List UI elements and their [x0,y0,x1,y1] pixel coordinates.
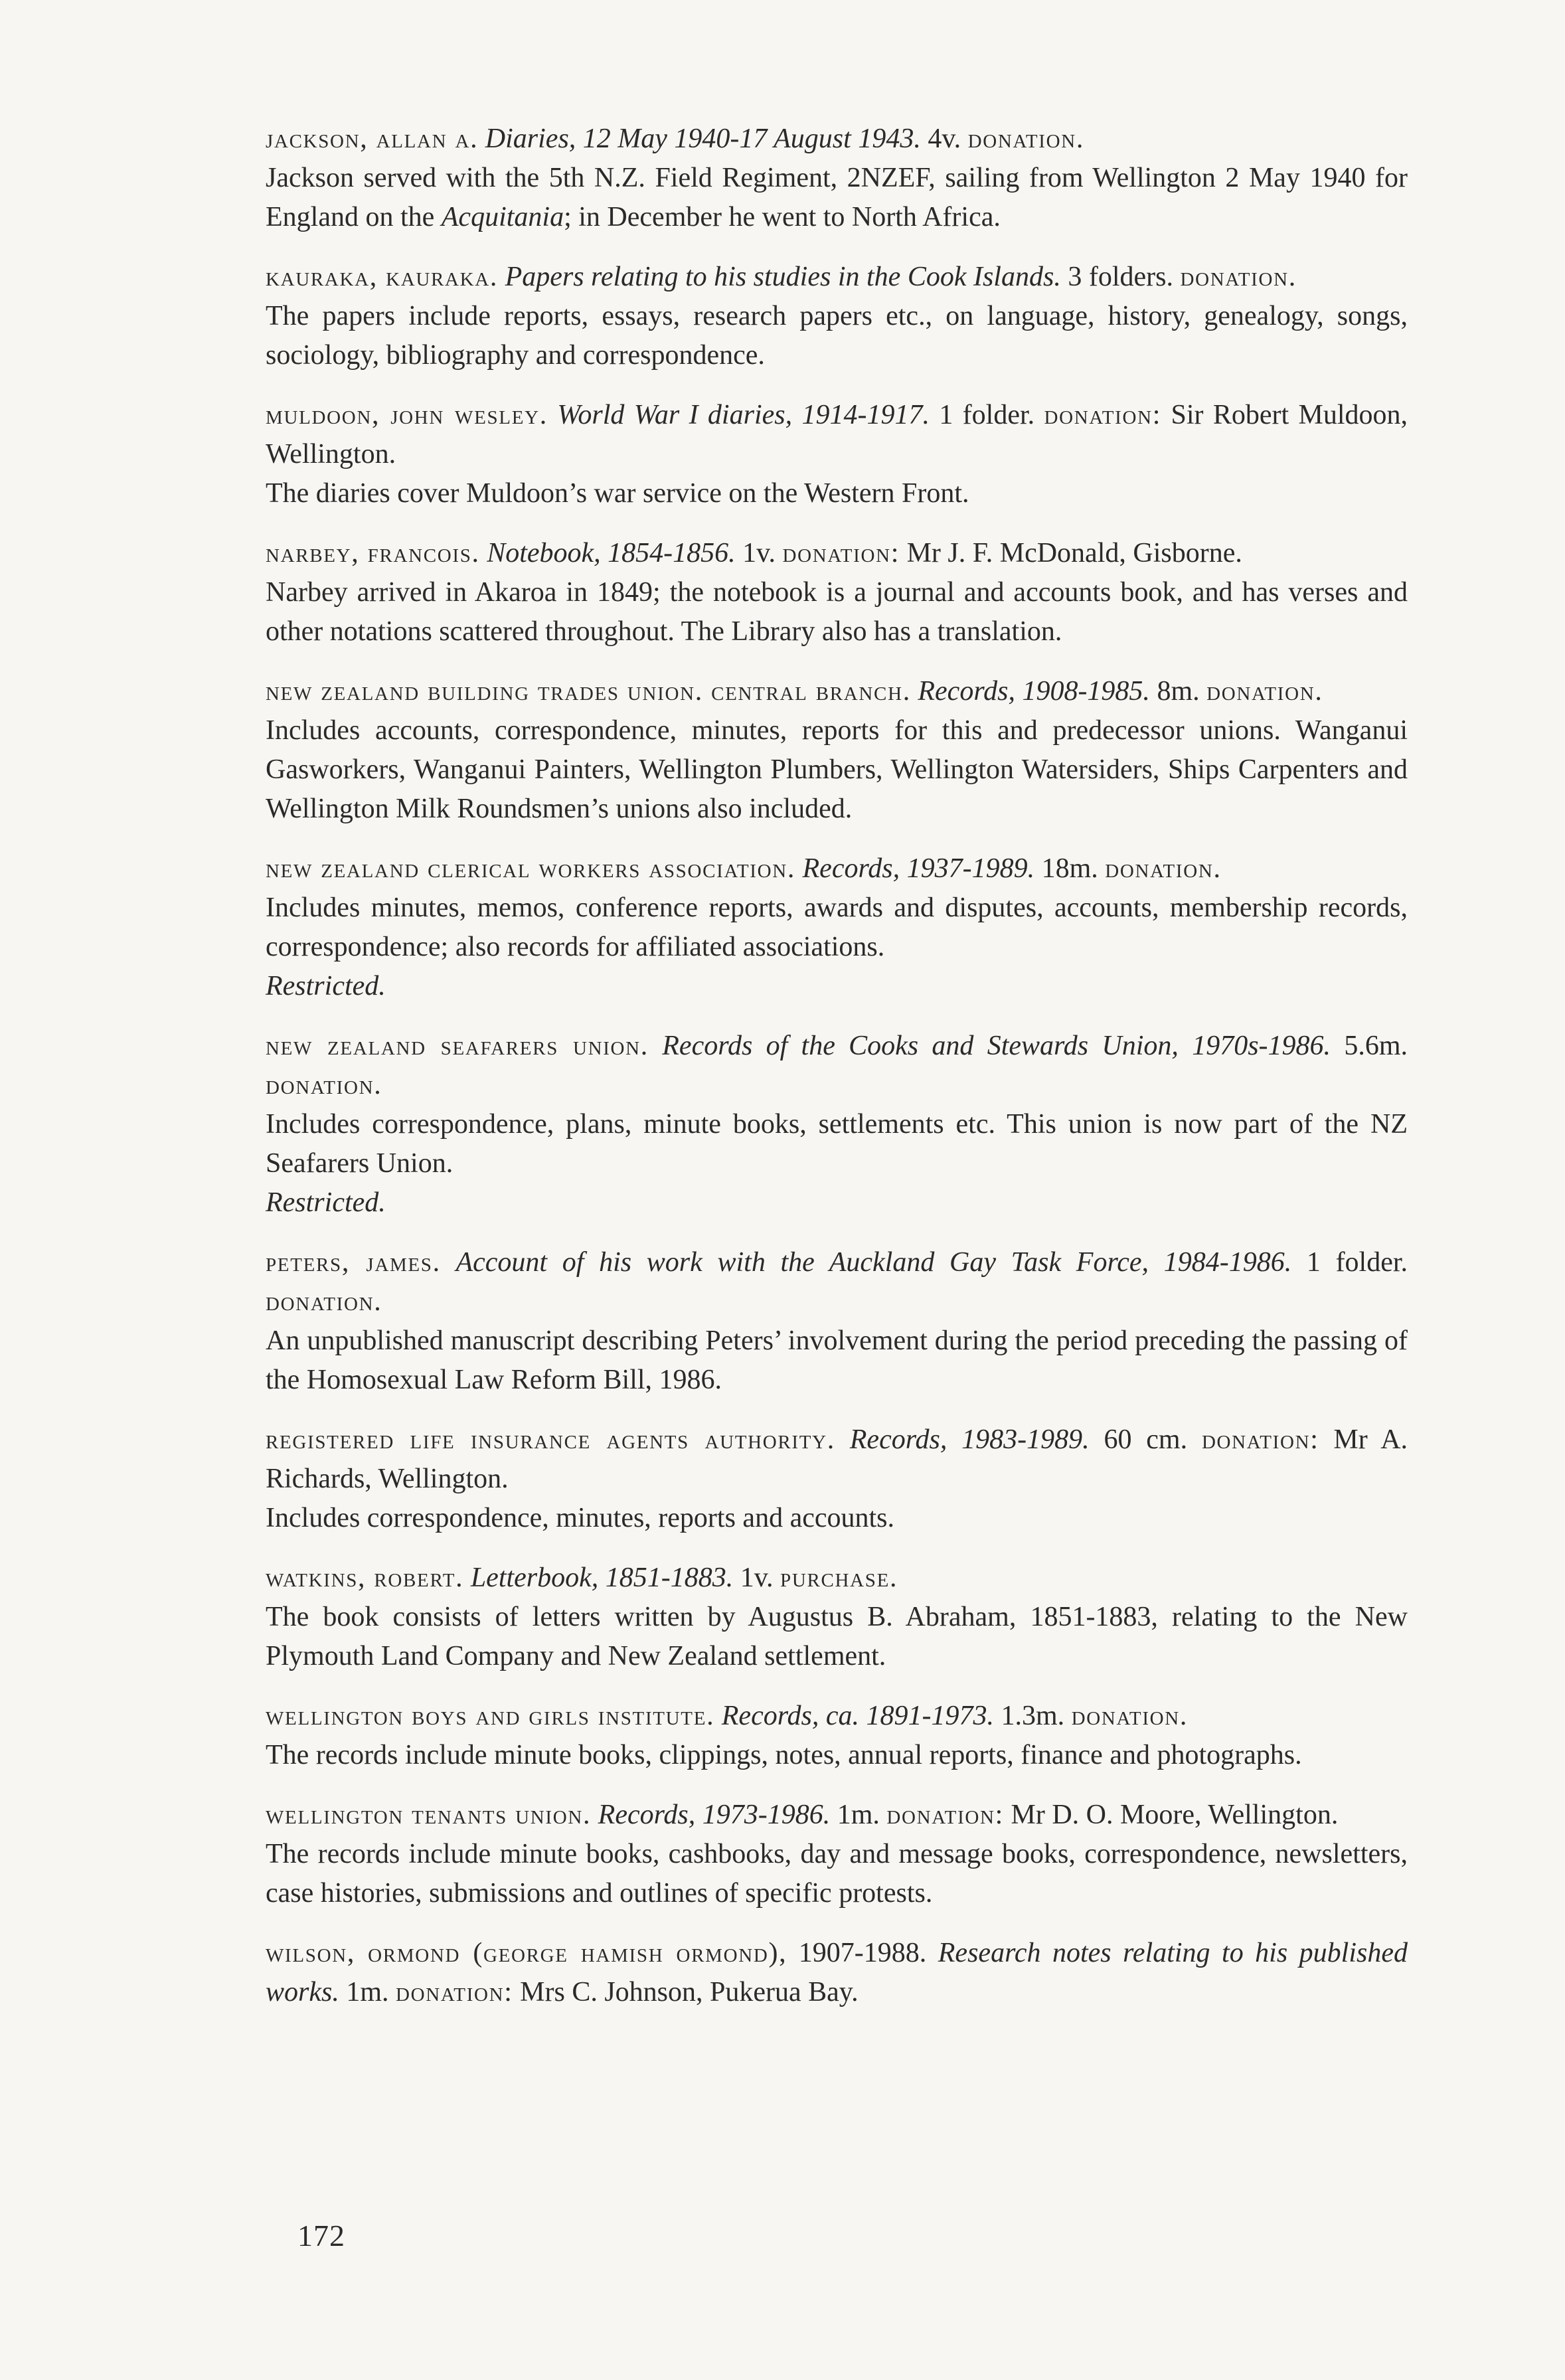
entry-name: watkins, robert. [266,1563,464,1593]
entry-heading [266,672,1408,711]
entry-description: The papers include reports, essays, research papers etc., on language, history, genealogy, songs, sociology, bibliography and correspondence. [266,301,1408,371]
entry-restricted-note: Restricted. [266,1187,386,1218]
entry-heading [266,534,1408,573]
entry-donor: Sir Robert Muldoon, Wellington. [266,400,1408,469]
entry-title: Papers relating to his studies in the Cook Islands. [505,262,1061,292]
entry-title: Account of his work with the Auckland Gay Task Force, 1984-1986. [455,1247,1292,1278]
entry-extent: 60 cm. [1104,1424,1188,1455]
entry-title: Letterbook, 1851-1883. [470,1563,734,1593]
entry-description: An unpublished manuscript describing Peters’ involvement during the period preceding the passing of the Homosexual Law Reform Bill, 1986. [266,1325,1408,1395]
catalogue-entry-narbey [266,534,1408,651]
entry-heading [266,1243,1408,1321]
entry-title: Records, 1973-1986. [598,1800,831,1830]
entry-heading [266,1027,1408,1105]
entry-restricted-note: Restricted. [266,971,386,1001]
entry-title: World War I diaries, 1914-1917. [557,400,930,430]
page-number: 172 [297,2219,345,2252]
entry-donor: Mr J. F. McDonald, Gisborne. [906,538,1242,568]
entry-title: Records, ca. 1891-1973. [721,1701,994,1731]
entry-extent: 1m. [346,1977,389,2007]
entry-title: Research notes relating to his published works. [266,1938,1408,2007]
entry-heading [266,1697,1408,1736]
page-text-column [266,120,1408,2033]
entry-name: new zealand seafarers union. [266,1031,649,1061]
catalogue-entry-wellington-tenants-union [266,1796,1408,1913]
entry-description: The book consists of letters written by Augustus B. Abraham, 1851-1883, relating to the New Plymouth Land Company and New Zealand settlement. [266,1602,1408,1671]
entry-extent: 8m. [1157,676,1200,707]
catalogue-entry-life-insurance-agents [266,1420,1408,1538]
entry-extent: 18m. [1041,853,1098,884]
entry-heading [266,1796,1408,1835]
entry-name: muldoon, john wesley. [266,400,548,430]
entry-extent: 4v. [928,124,961,154]
entry-description: The records include minute books, cashbooks, day and message books, correspondence, newsletters, case histories, submissions and outlines of specific protests. [266,1839,1408,1909]
entry-title: Records, 1983-1989. [849,1424,1090,1455]
entry-title: Records, 1937-1989. [802,853,1035,884]
entry-donor: Mrs C. Johnson, Pukerua Bay. [520,1977,859,2007]
entry-description: Includes minutes, memos, conference reports, awards and disputes, accounts, membership records, correspondence; also records for affiliated associations. [266,892,1408,962]
entry-heading [266,396,1408,474]
entry-title: Records of the Cooks and Stewards Union, 1970s-1986. [662,1031,1331,1061]
entry-description: Includes correspondence, minutes, reports and accounts. [266,1503,895,1533]
catalogue-entry-nz-clerical-workers [266,849,1408,1006]
catalogue-entry-jackson [266,120,1408,237]
entry-extent: 1m. [837,1800,880,1830]
entry-acquisition: donation: [1201,1424,1319,1455]
entry-extent: 1 folder. [939,400,1035,430]
catalogue-entry-wellington-boys-girls-institute [266,1697,1408,1775]
entry-title: Notebook, 1854-1856. [487,538,736,568]
entry-acquisition: donation: [396,1977,513,2007]
entry-description: The diaries cover Muldoon’s war service on the Western Front. [266,478,969,509]
entry-name: peters, james. [266,1247,441,1278]
entry-extent: 1 folder. [1306,1247,1408,1278]
entry-description: The records include minute books, clippings, notes, annual reports, finance and photographs. [266,1740,1302,1770]
entry-acquisition: donation. [1206,676,1323,707]
entry-acquisition: donation: [886,1800,1005,1830]
catalogue-entry-nz-seafarers-union [266,1027,1408,1223]
entry-acquisition: donation. [1105,853,1222,884]
entry-acquisition: donation. [266,1286,382,1317]
entry-description: Includes accounts, correspondence, minutes, reports for this and predecessor unions. Wanganui Gasworkers, Wanganui Painters, Wellington Plumbers, Wellington Watersiders, Ships Carpenters and Wellington Milk Roundsmen’s unions also included. [266,715,1408,824]
entry-heading [266,849,1408,889]
entry-acquisition: donation: [1044,400,1162,430]
entry-extent: 1v. [740,1563,774,1593]
entry-extent: 3 folders. [1068,262,1173,292]
entry-name: new zealand clerical workers association. [266,853,796,884]
entry-acquisition: donation. [1071,1701,1189,1731]
entry-acquisition: purchase. [780,1563,898,1593]
entry-description: Narbey arrived in Akaroa in 1849; the notebook is a journal and accounts book, and has verses and other notations scattered throughout. The Library also has a translation. [266,577,1408,647]
catalogue-entry-wilson [266,1934,1408,2012]
catalogue-entry-nz-building-trades-union [266,672,1408,829]
catalogue-entry-muldoon [266,396,1408,513]
entry-donor: Mr D. O. Moore, Wellington. [1011,1800,1339,1830]
entry-name: jackson, allan a. [266,124,479,154]
entry-title: Diaries, 12 May 1940-17 August 1943. [485,124,921,154]
entry-name: wellington tenants union. [266,1800,592,1830]
catalogue-entry-kauraka [266,258,1408,375]
entry-extent: 5.6m. [1344,1031,1408,1061]
entry-acquisition: donation: [782,538,900,568]
entry-acquisition: donation. [967,124,1085,154]
entry-description: Includes correspondence, plans, minute books, settlements etc. This union is now part of the NZ Seafarers Union. [266,1109,1408,1179]
entry-acquisition: donation. [266,1070,382,1100]
entry-heading [266,1934,1408,2012]
entry-name: new zealand building trades union. central branch. [266,676,911,707]
catalogue-entry-peters [266,1243,1408,1400]
entry-name: wellington boys and girls institute. [266,1701,715,1731]
entry-acquisition: donation. [1180,262,1297,292]
entry-heading [266,1420,1408,1499]
entry-donor: Mr A. Richards, Wellington. [266,1424,1408,1494]
entry-extent: 1.3m. [1001,1701,1065,1731]
catalogue-entry-watkins [266,1559,1408,1676]
entry-name: registered life insurance agents authority. [266,1424,835,1455]
entry-title: Records, 1908-1985. [918,676,1150,707]
entry-name: wilson, ormond (george hamish ormond), [266,1938,787,1968]
entry-extent: 1v. [742,538,776,568]
entry-heading [266,1559,1408,1598]
entry-dates: 1907-1988. [798,1938,927,1968]
entry-name: narbey, francois. [266,538,480,568]
entry-heading [266,258,1408,297]
entry-description: Jackson served with the 5th N.Z. Field Regiment, 2NZEF, sailing from Wellington 2 May 1940 for England on the Acquitania; in December he went to North Africa. [266,163,1408,232]
entry-heading [266,120,1408,159]
entry-name: kauraka, kauraka. [266,262,499,292]
